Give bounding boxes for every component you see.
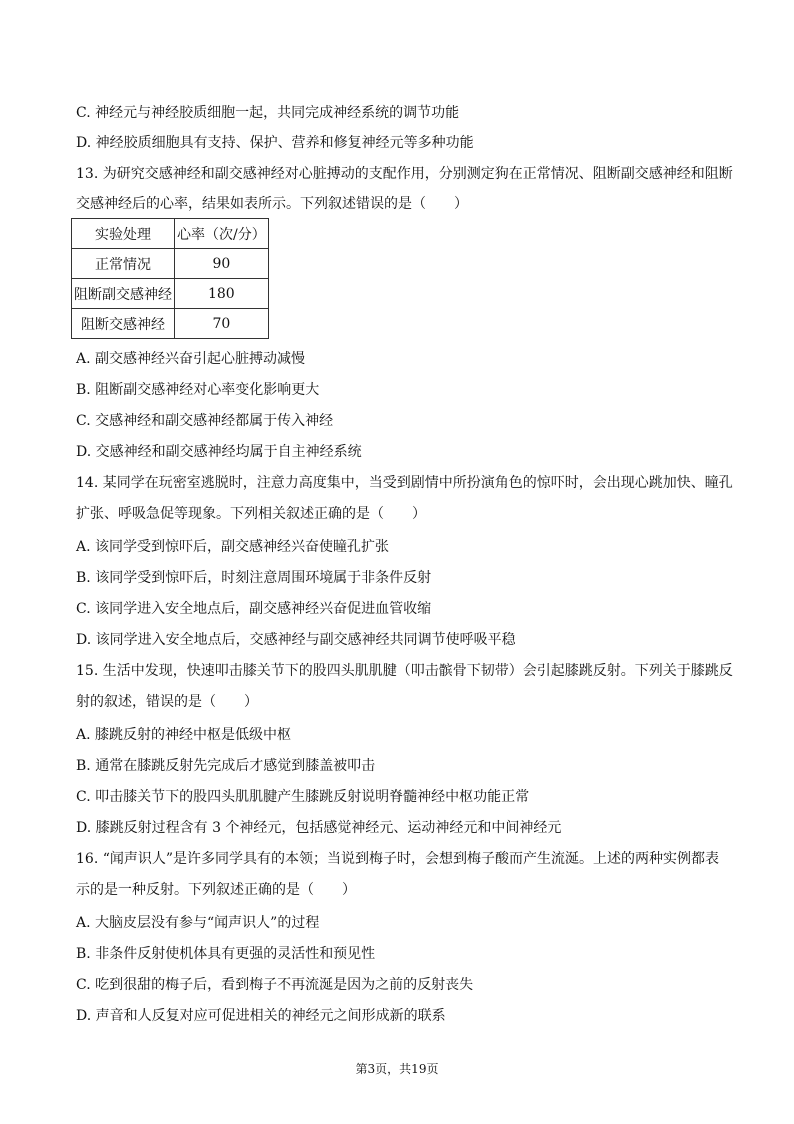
- q13-option-b: B. 阻断副交感神经对心率变化影响更大: [76, 382, 320, 398]
- table-row: [72, 309, 269, 339]
- table-row: [72, 249, 269, 279]
- q16-option-c: C. 吃到很甜的梅子后，看到梅子不再流涎是因为之前的反射丧失: [76, 977, 474, 993]
- table-header-row: [72, 219, 269, 249]
- table-row: [72, 279, 269, 309]
- q14-option-c: C. 该同学进入安全地点后，副交感神经兴奋促进血管收缩: [76, 601, 432, 617]
- table-cell: 70: [175, 309, 269, 339]
- q13-option-a: A. 副交感神经兴奋引起心脏搏动减慢: [76, 351, 306, 367]
- q16-option-a: A. 大脑皮层没有参与“闻声识人”的过程: [76, 915, 320, 931]
- q16-option-d: D. 声音和人反复对应可促进相关的神经元之间形成新的联系: [76, 1008, 446, 1024]
- table-header-cell: 实验处理: [72, 219, 175, 249]
- table-cell: 阻断副交感神经: [72, 279, 175, 309]
- q14-stem-line2: 扩张、呼吸急促等现象。下列相关叙述正确的是（ ）: [76, 506, 426, 522]
- table-cell: 180: [175, 279, 269, 309]
- q14-option-d: D. 该同学进入安全地点后，交感神经与副交感神经共同调节使呼吸平稳: [76, 632, 516, 648]
- q14-option-b: B. 该同学受到惊吓后，时刻注意周围环境属于非条件反射: [76, 570, 432, 586]
- q15-option-c: C. 叩击膝关节下的股四头肌肌腱产生膝跳反射说明脊髓神经中枢功能正常: [76, 789, 530, 805]
- prev-question-option-c: C. 神经元与神经胶质细胞一起，共同完成神经系统的调节功能: [76, 105, 460, 121]
- page-footer: 第3页，共19页: [355, 1062, 439, 1076]
- q14-option-a: A. 该同学受到惊吓后，副交感神经兴奋使瞳孔扩张: [76, 539, 390, 555]
- q15-option-a: A. 膝跳反射的神经中枢是低级中枢: [76, 727, 292, 743]
- table-cell: 阻断交感神经: [72, 309, 175, 339]
- table-header-cell: 心率（次/分）: [175, 219, 269, 249]
- q13-stem-line1: 13. 为研究交感神经和副交感神经对心脏搏动的支配作用，分别测定狗在正常情况、阻断副交感神经和阻断: [76, 166, 733, 182]
- table-cell: 正常情况: [72, 249, 175, 279]
- q15-stem-line1: 15. 生活中发现，快速叩击膝关节下的股四头肌肌腱（叩击髌骨下韧带）会引起膝跳反射。下列关于膝跳反: [76, 663, 733, 679]
- q15-option-d: D. 膝跳反射过程含有 3 个神经元，包括感觉神经元、运动神经元和中间神经元: [76, 820, 562, 836]
- q16-option-b: B. 非条件反射使机体具有更强的灵活性和预见性: [76, 946, 376, 962]
- q13-stem-line2: 交感神经后的心率，结果如表所示。下列叙述错误的是（ ）: [76, 196, 468, 212]
- q15-option-b: B. 通常在膝跳反射先完成后才感觉到膝盖被叩击: [76, 758, 376, 774]
- table-cell: 90: [175, 249, 269, 279]
- q15-stem-line2: 射的叙述，错误的是（ ）: [76, 694, 258, 710]
- q13-option-d: D. 交感神经和副交感神经均属于自主神经系统: [76, 444, 362, 460]
- prev-question-option-d: D. 神经胶质细胞具有支持、保护、营养和修复神经元等多种功能: [76, 135, 474, 151]
- q16-stem-line1: 16. “闻声识人”是许多同学具有的本领；当说到梅子时，会想到梅子酸而产生流涎。上述的两种实例都表: [76, 851, 720, 867]
- q16-stem-line2: 示的是一种反射。下列叙述正确的是（ ）: [76, 882, 356, 898]
- q14-stem-line1: 14. 某同学在玩密室逃脱时，注意力高度集中，当受到剧情中所扮演角色的惊吓时，会出现心跳加快、瞳孔: [76, 475, 733, 491]
- heart-rate-table: [71, 218, 269, 339]
- q13-option-c: C. 交感神经和副交感神经都属于传入神经: [76, 413, 334, 429]
